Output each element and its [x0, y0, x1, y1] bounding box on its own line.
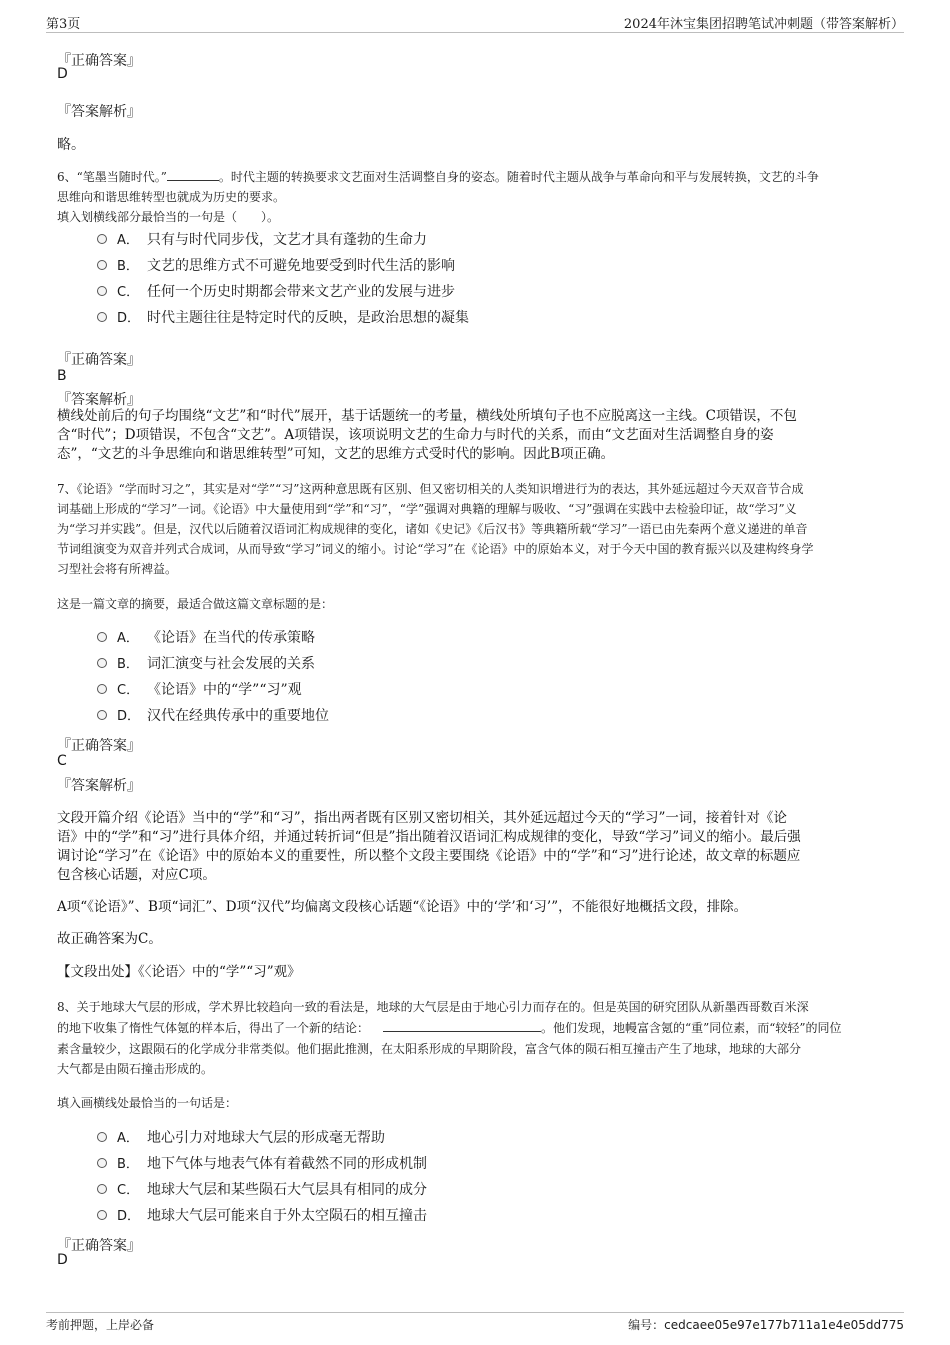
radio-icon[interactable] — [97, 684, 107, 694]
q8-option-d[interactable]: D． 地球大气层可能来自于外太空陨石的相互撞击 — [97, 1205, 427, 1225]
q6-explain-tag: 『答案解析』 — [57, 392, 141, 408]
q8-stem-line4: 大气都是由陨石撞击形成的。 — [57, 1062, 214, 1076]
q8-stem-line2: 的地下收集了惰性气体氪的样本后，得出了一个新的结论： 。他们发现，地幔富含氪的“重”同位素，而“较轻”的同位 — [57, 1021, 842, 1035]
q5-explain: 略。 — [57, 137, 85, 153]
q6-explain-line2: 含“时代”；D项错误，不包含“文艺”。A项错误，该项说明文艺的生命力与时代的关系，而由“文艺面对生活调整自身的姿 — [57, 427, 774, 443]
q7-answer-tag: 『正确答案』 — [57, 738, 141, 754]
q6-option-b[interactable]: B． 文艺的思维方式不可避免地要受到时代生活的影响 — [97, 255, 455, 275]
q6-option-d[interactable]: D． 时代主题往往是特定时代的反映，是政治思想的凝集 — [97, 307, 469, 327]
q7-option-a[interactable]: A． 《论语》在当代的传承策略 — [97, 627, 315, 647]
q7-option-d[interactable]: D． 汉代在经典传承中的重要地位 — [97, 705, 329, 725]
q5-answer-tag: 『正确答案』 — [57, 53, 141, 69]
radio-icon[interactable] — [97, 1210, 107, 1220]
page-footer — [46, 1312, 904, 1335]
q8-option-b[interactable]: B． 地下气体与地表气体有着截然不同的形成机制 — [97, 1153, 427, 1173]
q7-explain-line3: 调讨论“学习”在《论语》中的原始本义的重要性，所以整个文段主要围绕《论语》中的“学”和“习”进行论述，故文章的标题应 — [57, 848, 801, 864]
q8-option-c[interactable]: C． 地球大气层和某些陨石大气层具有相同的成分 — [97, 1179, 427, 1199]
q5-answer: D — [57, 66, 68, 82]
q7-exclude: A项“《论语》”、B项“词汇”、D项“汉代”均偏离文段核心话题“《论语》中的‘学’和‘习’”，不能很好地概括文段，排除。 — [57, 899, 748, 915]
q7-option-b[interactable]: B． 词汇演变与社会发展的关系 — [97, 653, 315, 673]
radio-icon[interactable] — [97, 1132, 107, 1142]
q8-answer: D — [57, 1252, 68, 1268]
radio-icon[interactable] — [97, 710, 107, 720]
q8-prompt: 填入画横线处最恰当的一句话是： — [57, 1096, 238, 1110]
radio-icon[interactable] — [97, 234, 107, 244]
radio-icon[interactable] — [97, 658, 107, 668]
q6-stem-line1: 6、“笔墨当随时代。” 。时代主题的转换要求文艺面对生活调整自身的姿态。随着时代主题从战争与革命向和平与发展转换，文艺的斗争 — [57, 170, 819, 184]
q7-explain-line2: 语》中的“学”和“习”进行具体介绍，并通过转折词“但是”指出随着汉语词汇构成规律的变化，导致“学习”词义的缩小。最后强 — [57, 829, 801, 845]
q6-explain-line3: 态”，“文艺的斗争思维向和谐思维转型”可知，文艺的思维方式受时代的影响。因此B项正确。 — [57, 446, 615, 462]
page-number: 第3页 — [46, 17, 81, 32]
q7-source: 【文段出处】《〈论语〉中的“学”“习”观》 — [57, 964, 301, 980]
radio-icon[interactable] — [97, 1184, 107, 1194]
radio-icon[interactable] — [97, 632, 107, 642]
radio-icon[interactable] — [97, 1158, 107, 1168]
q7-stem-line2: 词基础上形成的“学习”一词。《论语》中大量使用到“学”和“习”，“学”强调对典籍的理解与吸收、“习”强调在实践中去检验印证，故“学习”义 — [57, 502, 797, 516]
q6-answer-tag: 『正确答案』 — [57, 352, 141, 368]
footer-slogan: 考前押题，上岸必备 — [46, 1318, 155, 1332]
q6-option-c[interactable]: C． 任何一个历史时期都会带来文艺产业的发展与进步 — [97, 281, 455, 301]
q6-option-a[interactable]: A． 只有与时代同步伐，文艺才具有蓬勃的生命力 — [97, 229, 427, 249]
q7-stem-line1: 7、《论语》“学而时习之”，其实是对“学”“习”这两种意思既有区别、但又密切相关的人类知识增进行为的表达，其外延远超过今天双音节合成 — [57, 482, 804, 496]
q5-explain-tag: 『答案解析』 — [57, 104, 141, 120]
page-header — [46, 10, 904, 33]
radio-icon[interactable] — [97, 312, 107, 322]
radio-icon[interactable] — [97, 260, 107, 270]
q8-stem-line1: 8、关于地球大气层的形成，学术界比较趋向一致的看法是，地球的大气层是由于地心引力而存在的。但是英国的研究团队从新墨西哥数百米深 — [57, 1000, 809, 1014]
q7-explain-tag: 『答案解析』 — [57, 778, 141, 794]
q8-stem-line3: 素含量较少，这跟陨石的化学成分非常类似。他们据此推测，在太阳系形成的早期阶段，富含气体的陨石相互撞击产生了地球，地球的大部分 — [57, 1042, 802, 1056]
q7-option-c[interactable]: C． 《论语》中的“学”“习”观 — [97, 679, 302, 699]
q7-answer: C — [57, 753, 67, 769]
q7-stem-line3: 为“学习并实践”。但是，汉代以后随着汉语词汇构成规律的变化，诸如《史记》《后汉书》等典籍所载“学习”一语已由先秦两个意义递进的单音 — [57, 522, 808, 536]
q7-stem-line4: 节词组演变为双音并列式合成词，从而导致“学习”词义的缩小。讨论“学习”在《论语》中的原始本义，对于今天中国的教育振兴以及建构终身学 — [57, 542, 814, 556]
q6-stem-line2: 思维向和谐思维转型也就成为历史的要求。 — [57, 190, 286, 204]
footer-serial: 编号：cedcaee05e97e177b711a1e4e05dd775 — [628, 1318, 904, 1332]
q7-stem-line5: 习型社会将有所裨益。 — [57, 562, 178, 576]
q7-prompt: 这是一篇文章的摘要，最适合做这篇文章标题的是： — [57, 597, 334, 611]
q7-explain-line1: 文段开篇介绍《论语》当中的“学”和“习”，指出两者既有区别又密切相关，其外延远超过今天的“学习”一词，接着针对《论 — [57, 810, 787, 826]
q6-prompt: 填入划横线部分最恰当的一句是（ ）。 — [57, 210, 280, 224]
radio-icon[interactable] — [97, 286, 107, 296]
q7-conclusion: 故正确答案为C。 — [57, 931, 162, 947]
q8-answer-tag: 『正确答案』 — [57, 1238, 141, 1254]
q7-explain-line4: 包含核心话题，对应C项。 — [57, 867, 216, 883]
q6-answer: B — [57, 368, 67, 384]
document-title: 2024年沐宝集团招聘笔试冲刺题（带答案解析） — [623, 17, 904, 32]
q6-explain-line1: 横线处前后的句子均围绕“文艺”和“时代”展开，基于话题统一的考量，横线处所填句子也不应脱离这一主线。C项错误，不包 — [57, 408, 797, 424]
q8-option-a[interactable]: A． 地心引力对地球大气层的形成毫无帮助 — [97, 1127, 385, 1147]
